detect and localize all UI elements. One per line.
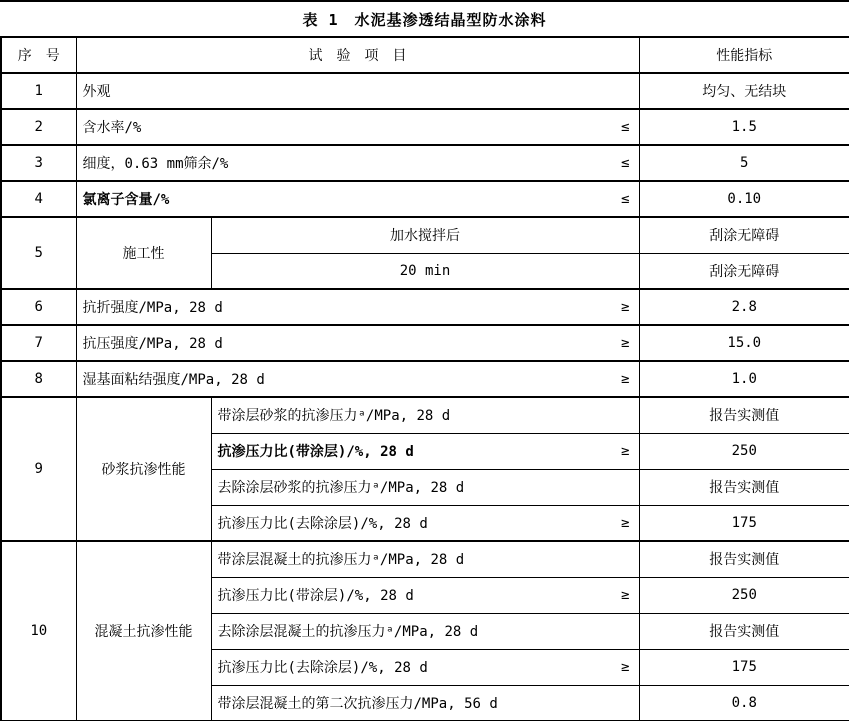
row-6-item-label: 抗折强度/MPa, 28 d xyxy=(82,300,223,316)
header-col-item: 试 验 项 目 xyxy=(76,37,639,73)
row-1-value: 均匀、无结块 xyxy=(639,73,849,109)
greater-equal-symbol: ≥ xyxy=(621,299,630,315)
row-10-sub-1-value: 报告实测值 xyxy=(639,541,849,577)
row-9-sub-3-item xyxy=(211,469,639,505)
row-9-no: 9 xyxy=(1,397,76,541)
row-4-item xyxy=(76,181,639,217)
row-5-sub-1-value: 刮涂无障碍 xyxy=(639,217,849,253)
row-4-item-label: 氯离子含量/% xyxy=(82,192,170,208)
row-5-sub-1-item xyxy=(211,217,639,253)
row-9-sub-1-item xyxy=(211,397,639,433)
row-9-sub-1-item-label: 带涂层砂浆的抗渗压力ᵃ/MPa, 28 d xyxy=(217,408,451,425)
row-10-sub-2-item-label: 抗渗压力比(带涂层)/%, 28 d xyxy=(217,588,414,604)
row-7-value: 15.0 xyxy=(639,325,849,361)
less-equal-symbol: ≤ xyxy=(621,155,630,171)
row-3-no: 3 xyxy=(1,145,76,181)
row-8-item xyxy=(76,361,639,397)
row-1-item-label: 外观 xyxy=(82,84,111,100)
row-1-item xyxy=(76,73,639,109)
row-7-item-label: 抗压强度/MPa, 28 d xyxy=(82,336,223,352)
table-row xyxy=(1,109,849,145)
row-2-item-label: 含水率/% xyxy=(82,120,142,136)
greater-equal-symbol: ≥ xyxy=(621,335,630,351)
table-row xyxy=(1,217,849,253)
row-10-sub-5-item-label: 带涂层混凝土的第二次抗渗压力/MPa, 56 d xyxy=(217,695,498,712)
row-2-item xyxy=(76,109,639,145)
header-row xyxy=(1,37,849,73)
row-10-sub-1-item-label: 带涂层混凝土的抗渗压力ᵃ/MPa, 28 d xyxy=(217,552,465,569)
row-9-sub-3-item-label: 去除涂层砂浆的抗渗压力ᵃ/MPa, 28 d xyxy=(217,480,465,496)
table-row xyxy=(1,325,849,361)
row-10-sub-4-item xyxy=(211,649,639,685)
header-col-no: 序 号 xyxy=(1,37,76,73)
row-10-sub-2-item xyxy=(211,577,639,613)
row-9-sub-4-item xyxy=(211,505,639,541)
row-5-sub-2-item-label: 20 min xyxy=(399,262,451,279)
row-5-no: 5 xyxy=(1,217,76,289)
less-equal-symbol: ≤ xyxy=(621,119,630,135)
greater-equal-symbol: ≥ xyxy=(621,659,630,675)
row-9-group-label: 砂浆抗渗性能 xyxy=(76,397,211,541)
row-6-no: 6 xyxy=(1,289,76,325)
row-5-sub-1-item-label: 加水搅拌后 xyxy=(390,228,460,245)
row-9-sub-3-value: 报告实测值 xyxy=(639,469,849,505)
less-equal-symbol: ≤ xyxy=(621,191,630,207)
table-title: 表 1 水泥基渗透结晶型防水涂料 xyxy=(0,0,849,36)
greater-equal-symbol: ≥ xyxy=(621,587,630,603)
table-row xyxy=(1,289,849,325)
row-3-item-label: 细度，0.63 mm筛余/% xyxy=(82,156,229,172)
row-9-sub-4-value: 175 xyxy=(639,505,849,541)
row-10-sub-3-value: 报告实测值 xyxy=(639,613,849,649)
row-7-no: 7 xyxy=(1,325,76,361)
row-7-item xyxy=(76,325,639,361)
row-9-sub-4-item-label: 抗渗压力比(去除涂层)/%, 28 d xyxy=(217,515,428,532)
row-9-sub-1-value: 报告实测值 xyxy=(639,397,849,433)
table-row xyxy=(1,145,849,181)
row-6-value: 2.8 xyxy=(639,289,849,325)
row-3-item xyxy=(76,145,639,181)
row-8-item-label: 湿基面粘结强度/MPa, 28 d xyxy=(82,372,265,388)
row-6-item xyxy=(76,289,639,325)
greater-equal-symbol: ≥ xyxy=(621,443,630,459)
row-2-no: 2 xyxy=(1,109,76,145)
row-4-value: 0.10 xyxy=(639,181,849,217)
table-row xyxy=(1,397,849,433)
table-row xyxy=(1,541,849,577)
table-row xyxy=(1,361,849,397)
row-3-value: 5 xyxy=(639,145,849,181)
table-row xyxy=(1,73,849,109)
row-10-no: 10 xyxy=(1,541,76,721)
row-4-no: 4 xyxy=(1,181,76,217)
row-1-no: 1 xyxy=(1,73,76,109)
row-10-sub-4-value: 175 xyxy=(639,649,849,685)
row-5-group-label: 施工性 xyxy=(76,217,211,289)
row-9-sub-2-value: 250 xyxy=(639,433,849,469)
row-10-sub-5-item xyxy=(211,685,639,721)
row-9-sub-2-item-label: 抗渗压力比(带涂层)/%, 28 d xyxy=(217,444,414,460)
greater-equal-symbol: ≥ xyxy=(621,514,630,531)
row-2-value: 1.5 xyxy=(639,109,849,145)
row-10-sub-5-value: 0.8 xyxy=(639,685,849,721)
row-10-sub-3-item xyxy=(211,613,639,649)
row-5-sub-2-value: 刮涂无障碍 xyxy=(639,253,849,289)
row-5-sub-2-item xyxy=(211,253,639,289)
row-8-value: 1.0 xyxy=(639,361,849,397)
row-10-sub-1-item xyxy=(211,541,639,577)
table-row xyxy=(1,181,849,217)
header-col-index: 性能指标 xyxy=(639,37,849,73)
spec-table xyxy=(0,36,849,721)
row-10-sub-3-item-label: 去除涂层混凝土的抗渗压力ᵃ/MPa, 28 d xyxy=(217,624,479,640)
row-10-group-label: 混凝土抗渗性能 xyxy=(76,541,211,721)
row-10-sub-2-value: 250 xyxy=(639,577,849,613)
row-10-sub-4-item-label: 抗渗压力比(去除涂层)/%, 28 d xyxy=(217,660,428,676)
row-8-no: 8 xyxy=(1,361,76,397)
greater-equal-symbol: ≥ xyxy=(621,371,630,387)
row-9-sub-2-item xyxy=(211,433,639,469)
